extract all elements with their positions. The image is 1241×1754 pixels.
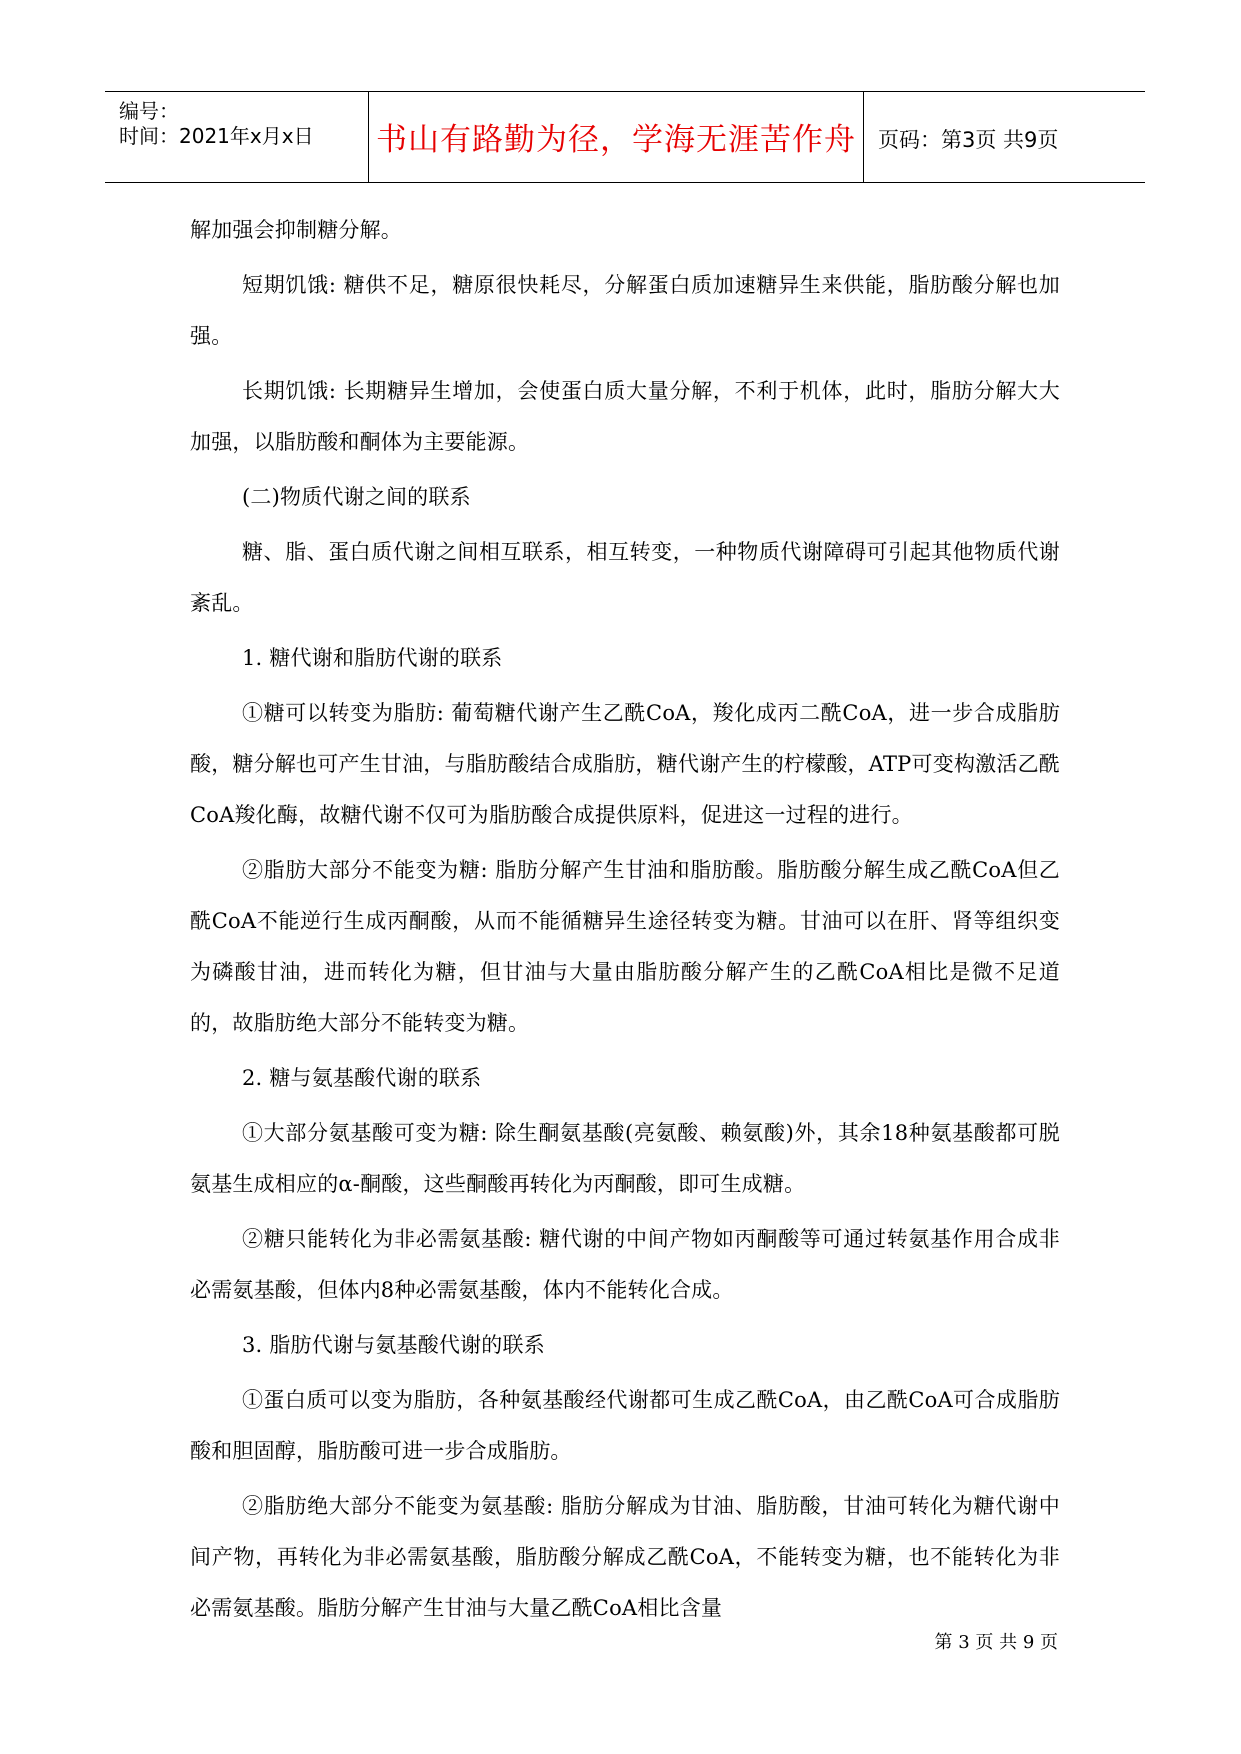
header-motto: 书山有路勤为径，学海无涯苦作舟 — [376, 122, 856, 158]
paragraph: 解加强会抑制糖分解。 — [190, 218, 402, 242]
paragraph: ①糖可以转变为脂肪: 葡萄糖代谢产生乙酰CoA，羧化成丙二酰CoA，进一步合成脂肪酸，糖分解也可产生甘油，与脂肪酸结合成脂肪，糖代谢产生的柠檬酸，ATP可变构激活乙酰CoA羧化酶，故糖代谢不仅可为脂肪酸合成提供原料，促进这一过程的进行。 — [190, 701, 1060, 827]
section-heading: (二)物质代谢之间的联系 — [242, 485, 471, 509]
paragraph: 长期饥饿: 长期糖异生增加，会使蛋白质大量分解，不利于机体，此时，脂肪分解大大加强，以脂肪酸和酮体为主要能源。 — [190, 379, 1060, 454]
paragraph: ②脂肪大部分不能变为糖: 脂肪分解产生甘油和脂肪酸。脂肪酸分解生成乙酰CoA但乙酰CoA不能逆行生成丙酮酸，从而不能循糖异生途径转变为糖。甘油可以在肝、肾等组织变为磷酸甘油，进而转化为糖，但甘油与大量由脂肪酸分解产生的乙酰CoA相比是微不足道的，故脂肪绝大部分不能转变为糖。 — [190, 858, 1060, 1035]
header-page-number: 页码：第3页 共9页 — [878, 128, 1059, 152]
document-number-label: 编号： — [119, 99, 179, 123]
subsection-heading: 3. 脂肪代谢与氨基酸代谢的联系 — [242, 1333, 545, 1357]
subsection-heading: 2. 糖与氨基酸代谢的联系 — [242, 1066, 482, 1090]
paragraph: ①大部分氨基酸可变为糖: 除生酮氨基酸(亮氨酸、赖氨酸)外，其余18种氨基酸都可脱氨基生成相应的α-酮酸，这些酮酸再转化为丙酮酸，即可生成糖。 — [190, 1121, 1060, 1196]
page-footer: 第 3 页 共 9 页 — [934, 1632, 1058, 1653]
paragraph: ②脂肪绝大部分不能变为氨基酸: 脂肪分解成为甘油、脂肪酸，甘油可转化为糖代谢中间产物，再转化为非必需氨基酸，脂肪酸分解成乙酰CoA，不能转变为糖，也不能转化为非必需氨基酸。脂肪分解产生甘油与大量乙酰CoA相比含量 — [190, 1494, 1060, 1620]
document-time-label: 时间：2021年x月x日 — [119, 124, 314, 148]
document-header — [105, 91, 1145, 183]
subsection-heading: 1. 糖代谢和脂肪代谢的联系 — [242, 646, 503, 670]
paragraph: 短期饥饿: 糖供不足，糖原很快耗尽，分解蛋白质加速糖异生来供能，脂肪酸分解也加强。 — [190, 273, 1060, 348]
header-info-cell — [105, 92, 369, 182]
paragraph: ②糖只能转化为非必需氨基酸: 糖代谢的中间产物如丙酮酸等可通过转氨基作用合成非必需氨基酸，但体内8种必需氨基酸，体内不能转化合成。 — [190, 1227, 1060, 1302]
paragraph: 糖、脂、蛋白质代谢之间相互联系，相互转变，一种物质代谢障碍可引起其他物质代谢紊乱。 — [190, 540, 1060, 615]
header-page-cell — [864, 92, 1144, 182]
paragraph: ①蛋白质可以变为脂肪，各种氨基酸经代谢都可生成乙酰CoA，由乙酰CoA可合成脂肪酸和胆固醇，脂肪酸可进一步合成脂肪。 — [190, 1388, 1060, 1463]
document-body — [190, 205, 1060, 1638]
header-motto-cell — [369, 92, 864, 182]
